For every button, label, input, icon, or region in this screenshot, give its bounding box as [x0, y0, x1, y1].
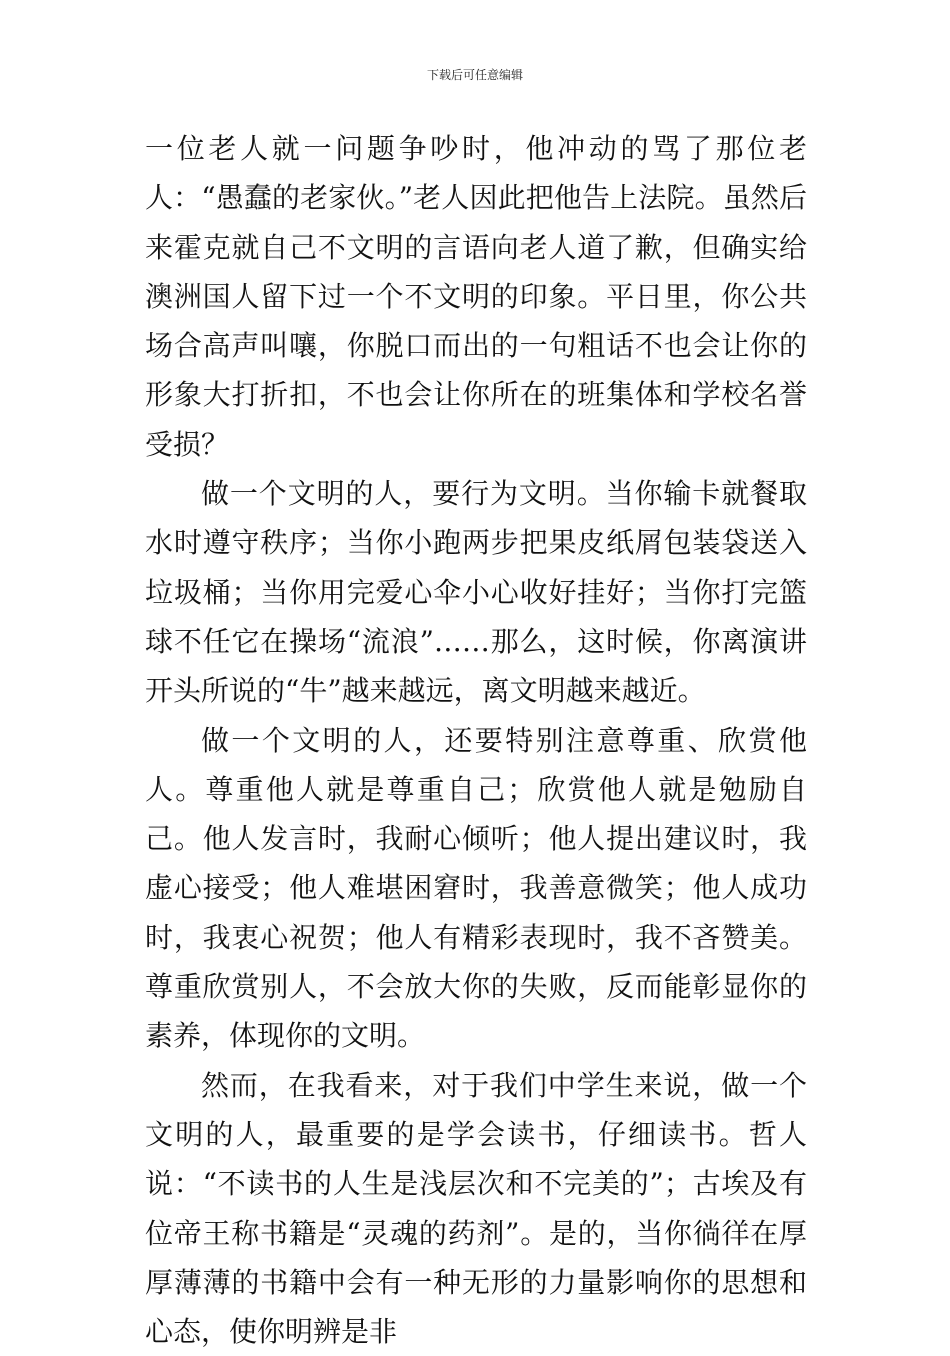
body-text [145, 124, 807, 1356]
paragraph: 做一个文明的人，还要特别注意尊重、欣赏他人。尊重他人就是尊重自己；欣赏他人就是勉励自己。他人发言时，我耐心倾听；他人提出建议时，我虚心接受；他人难堪困窘时，我善意微笑；他人成功时，我衷心祝贺；他人有精彩表现时，我不吝赞美。尊重欣赏别人，不会放大你的失败，反而能彰显你的素养，体现你的文明。 [145, 723, 807, 1053]
page-header: 下载后可任意编辑 [426, 68, 523, 82]
paragraph: 做一个文明的人，要行为文明。当你输卡就餐取水时遵守秩序；当你小跑两步把果皮纸屑包装袋送入垃圾桶；当你用完爱心伞小心收好挂好；当你打完篮球不任它在操场“流浪”……那么，这时候，你离演讲开头所说的“牛”越来越远，离文明越来越近。 [145, 477, 807, 708]
paragraph: 然而，在我看来，对于我们中学生来说，做一个文明的人，最重要的是学会读书，仔细读书。哲人说：“不读书的人生是浅层次和不完美的”；古埃及有位帝王称书籍是“灵魂的药剂”。是的，当你徜徉在厚厚薄薄的书籍中会有一种无形的力量影响你的思想和心态，使你明辨是非 [145, 1068, 807, 1349]
paragraph: 一位老人就一问题争吵时，他冲动的骂了那位老人：“愚蠢的老家伙。”老人因此把他告上法院。虽然后来霍克就自己不文明的言语向老人道了歉，但确实给澳洲国人留下过一个不文明的印象。平日里，你公共场合高声叫嚷，你脱口而出的一句粗话不也会让你的形象大打折扣，不也会让你所在的班集体和学校名誉受损？ [145, 132, 807, 461]
